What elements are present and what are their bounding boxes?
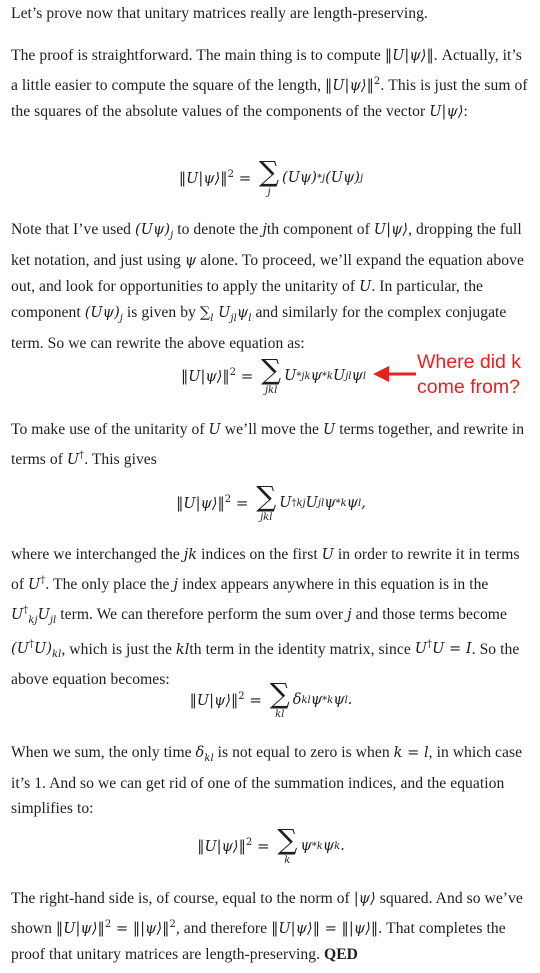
equation-final: ‖U|ψ⟩‖$^2$ = ∑ k ψ * k ψ k .: [197, 823, 345, 866]
conclusion-paragraph: The right-hand side is, of course, equal to the norm of |ψ⟩ squared. And so we’ve shown ‖U|ψ⟩‖$^2$ = ‖|ψ⟩‖$^2$, and therefore ‖U|ψ⟩‖ = ‖|ψ⟩‖. That completes the proof that unitary matrices are length-preserving. QED: [11, 890, 523, 963]
qed-mark: QED: [324, 945, 358, 963]
delta-paragraph: When we sum, the only time $\delta_{kl}$ is not equal to zero is when k = l, in which case it’s 1. And so we can get rid of one of the summation indices, and the equation simplifies to:: [11, 744, 523, 817]
intro-text: Let’s prove now that unitary matrices really are length-preserving.: [11, 5, 428, 22]
equation-delta: ‖U|ψ⟩‖$^2$ = ∑ kl δ kl ψ * k ψ l .: [189, 677, 353, 720]
unitarity-paragraph: To make use of the unitarity of U we’ll move the U terms together, and rewrite in terms of U†. This gives: [11, 421, 525, 468]
equation-expanded: ‖U|ψ⟩‖$^2$ = ∑ jkl U * jk ψ * k U jl ψ l: [181, 353, 367, 396]
arrow-icon: [373, 364, 417, 384]
proof-paragraph: The proof is straightforward. The main thing is to compute ‖U|ψ⟩‖. Actually, it’s a little easier to compute the square of the length, ‖U|ψ⟩‖$^2$. This is just the sum of the squares of the absolute values of the components of the vector U|ψ⟩:: [11, 47, 528, 120]
handwritten-question: Where did k come from?: [417, 351, 522, 398]
component-paragraph: Note that I’ve used $(U\psi)_j$ to denote the jth component of U|ψ⟩, dropping the full ket notation, and just using ψ alone. To proceed, we’ll expand the equation above out, and look for opportunities to apply the unitarity of U. In particular, the component $(U\psi)_j$ is given by $\sum_l$ $U_{jl}\psi_l$ and similarly for the complex conjugate term. So we can rewrite the above equation as:: [11, 221, 524, 352]
equation-norm-squared: ‖U|ψ⟩‖$^2$ = ∑ j (Uψ) * j (Uψ) j: [178, 155, 364, 198]
equation-dagger: ‖U|ψ⟩‖$^2$ = ∑ jkl U † kj U jl ψ * k ψ l ,: [176, 480, 366, 523]
interchange-paragraph: where we interchanged the jk indices on the first U in order to rewrite it in terms of U†. The only place the j index appears anywhere in this equation is in the $U^\dagger_{kj}U_{jl}$ term. We can therefore perform the sum over j and those terms become $(U^\dagger U)_{kl}$, which is just the klth term in the identity matrix, since U†U = I. So the above equation becomes:: [11, 546, 520, 689]
intro-paragraph: [11, 1, 428, 26]
